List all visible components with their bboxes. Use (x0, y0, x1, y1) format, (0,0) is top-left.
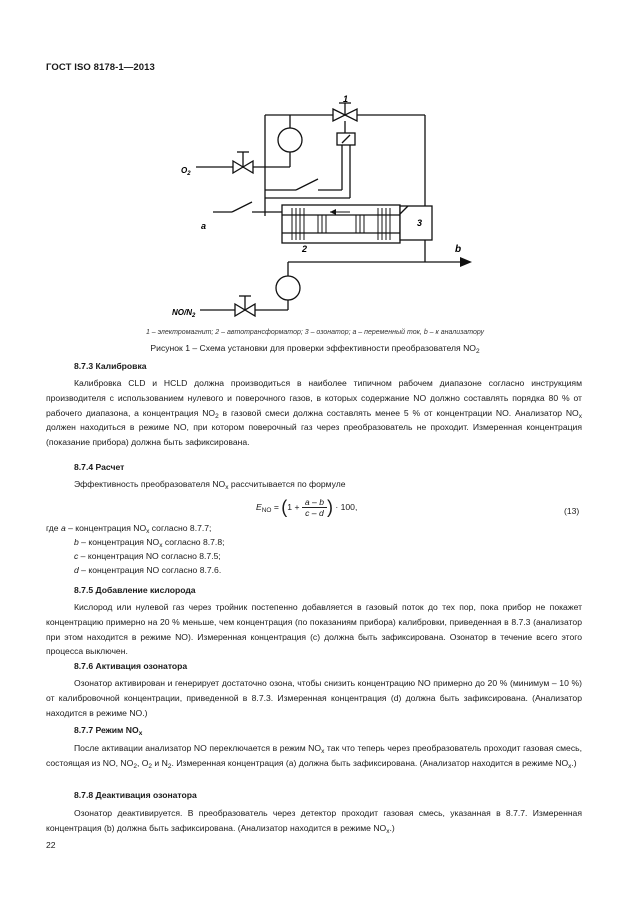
where-c: c – концентрация NO согласно 8.7.5; (74, 551, 221, 561)
paragraph-8-7-3: Калибровка CLD и HCLD должна производиться в наиболее типичном рабочем диапазоне согласно инструкциям производителя с использованием нулевого и поверочного газов, в которых содержание NO должно составлять порядка 80 % от рабочего диапазона, а концентрация $NO_2$ в газовой смеси должна составлять менее 5 % от концентрации NO. Анализатор $NO_x$ должен находиться в режиме NO, при котором поверочный газ через преобразователь не проходит. Измеренная концентрация (показание прибора) должна быть зафиксирована. (46, 378, 582, 448)
where-a: где a – концентрация $NO_x$ согласно 8.7.7; (46, 523, 212, 535)
heading-8-7-3: 8.7.3 Калибровка (74, 361, 147, 371)
paragraph-8-7-6: Озонатор активирован и генерирует достаточно озона, чтобы снизить концентрацию NO примерно до 20 % (минимум – 10 %) от калибровочной концентрации, приведенной в 8.7.3. Измеренная концентрация (d) должна быть зафиксирована. (Анализатор находится в режиме NO.) (46, 678, 582, 718)
label-1: 1 (343, 94, 349, 104)
heading-8-7-8: 8.7.8 Деактивация озонатора (74, 790, 197, 800)
label-b: b (455, 244, 462, 255)
where-d: d – концентрация NO согласно 8.7.6. (74, 565, 222, 575)
converter-test-schematic (0, 90, 630, 330)
heading-8-7-6: 8.7.6 Активация озонатора (74, 661, 188, 671)
label-2: 2 (302, 244, 308, 254)
document-header: ГОСТ ISO 8178-1—2013 (46, 62, 155, 73)
page-number: 22 (46, 840, 56, 850)
label-no-n2: $NO/N_2$ (172, 308, 196, 319)
figure-legend: 1 – электромагнит; 2 – автотрансформатор; 3 – озонатор; a – переменный ток, b – к анализатору (145, 329, 485, 336)
heading-8-7-7: 8.7.7 Режим $NO_x$ (74, 725, 143, 737)
figure-caption: Рисунок 1 – Схема установки для проверки эффективности преобразователя $NO_2$ (150, 343, 480, 355)
label-a: a (201, 221, 207, 231)
where-b: b – концентрация $NO_x$ согласно 8.7.8; (74, 537, 225, 549)
formula-intro: Эффективность преобразователя $NO_x$ рассчитывается по формуле (74, 479, 346, 491)
heading-8-7-4: 8.7.4 Расчет (74, 462, 125, 472)
paragraph-8-7-5: Кислород или нулевой газ через тройник постепенно добавляется в газовый поток до тех пор, пока прибор не покажет концентрацию примерно на 20 % меньше, чем концентрация (по показаниям прибора) калибровки, приведенная в 8.7.3 (анализатор при этом находится в режиме NO). Измеренная концентрация (c) должна быть зафиксирована. Озонатор в течение всего этого процесса выключен. (46, 602, 582, 657)
efficiency-formula: $E_{NO} = (1$ + $\frac{a - b}{c - d}$ ) · 100, (256, 497, 358, 518)
equation-number: (13) (564, 506, 580, 516)
label-3: 3 (417, 218, 423, 228)
paragraph-8-7-8: Озонатор деактивируется. В преобразователь через детектор проходит газовая смесь, указанная в 8.7.7. Измеренная концентрация (b) должна быть зафиксирована. (Анализатор находится в режиме $NO_x$.) (46, 808, 582, 835)
paragraph-8-7-7: После активации анализатор NO переключается в режим $NO_x$ так что теперь через преобразователь проходит газовая смесь, состоящая из NO, $NO_2$, $O_2$ и $N_2$. Измеренная концентрация (a) должна быть зафиксирована. (Анализатор находится в режиме $NO_x$.) (46, 743, 582, 770)
label-o2: $O_2$ (181, 166, 191, 177)
heading-8-7-5: 8.7.5 Добавление кислорода (74, 585, 196, 595)
